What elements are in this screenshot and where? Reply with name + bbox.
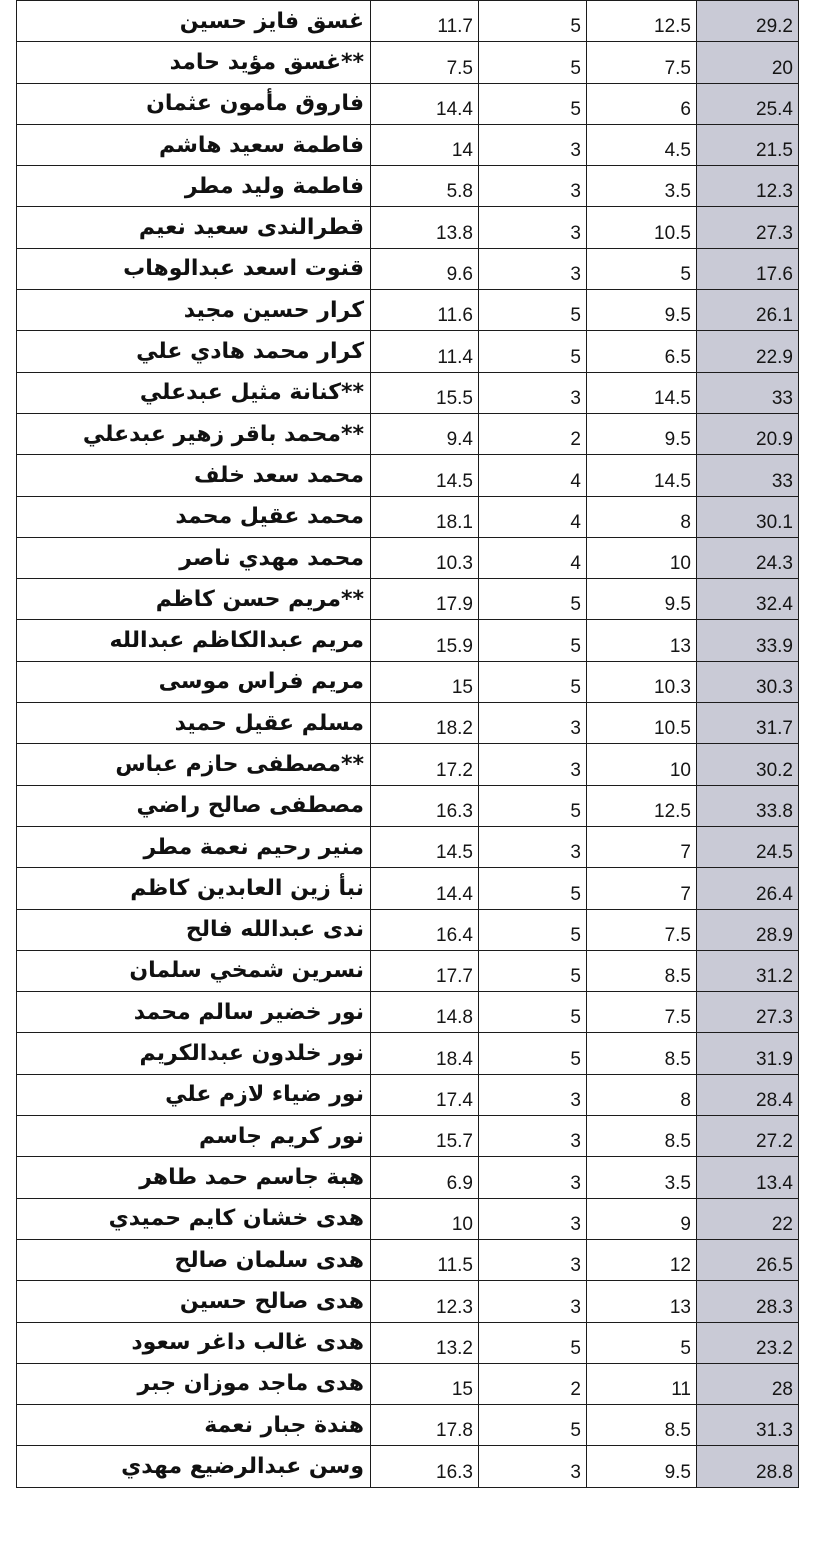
student-name-cell: نور خلدون عبدالكريم: [17, 1033, 371, 1074]
score-c-cell: 8: [587, 1074, 697, 1115]
score-c-cell: 6.5: [587, 331, 697, 372]
score-b-cell: 5: [479, 1033, 587, 1074]
score-a-cell: 17.7: [371, 950, 479, 991]
score-b-cell: 5: [479, 1, 587, 42]
score-a-cell: 15.9: [371, 620, 479, 661]
score-c-cell: 9.5: [587, 290, 697, 331]
total-cell: 33: [697, 455, 799, 496]
total-cell: 17.6: [697, 248, 799, 289]
score-b-cell: 5: [479, 785, 587, 826]
score-b-cell: 3: [479, 1281, 587, 1322]
score-c-cell: 10.3: [587, 661, 697, 702]
total-cell: 29.2: [697, 1, 799, 42]
score-c-cell: 3.5: [587, 1157, 697, 1198]
student-name-cell: محمد مهدي ناصر: [17, 537, 371, 578]
table-row: [17, 579, 799, 620]
total-cell: 27.3: [697, 992, 799, 1033]
total-cell: 23.2: [697, 1322, 799, 1363]
total-cell: 26.4: [697, 868, 799, 909]
table-row: [17, 207, 799, 248]
table-row: [17, 1446, 799, 1487]
student-name-cell: نسرين شمخي سلمان: [17, 950, 371, 991]
total-cell: 33.8: [697, 785, 799, 826]
score-b-cell: 5: [479, 661, 587, 702]
student-name-cell: **مريم حسن كاظم: [17, 579, 371, 620]
total-cell: 27.3: [697, 207, 799, 248]
score-b-cell: 5: [479, 83, 587, 124]
score-b-cell: 3: [479, 1116, 587, 1157]
score-a-cell: 17.2: [371, 744, 479, 785]
score-b-cell: 3: [479, 1074, 587, 1115]
score-a-cell: 15.5: [371, 372, 479, 413]
total-cell: 28.4: [697, 1074, 799, 1115]
grades-sheet: [16, 0, 798, 1488]
student-name-cell: هدى غالب داغر سعود: [17, 1322, 371, 1363]
table-row: [17, 1116, 799, 1157]
score-b-cell: 3: [479, 248, 587, 289]
total-cell: 30.2: [697, 744, 799, 785]
score-a-cell: 13.8: [371, 207, 479, 248]
score-a-cell: 16.4: [371, 909, 479, 950]
score-a-cell: 14.5: [371, 455, 479, 496]
total-cell: 22: [697, 1198, 799, 1239]
score-c-cell: 8.5: [587, 950, 697, 991]
table-row: [17, 785, 799, 826]
student-name-cell: هبة جاسم حمد طاهر: [17, 1157, 371, 1198]
student-name-cell: هدى ماجد موزان جبر: [17, 1363, 371, 1404]
student-name-cell: مسلم عقيل حميد: [17, 703, 371, 744]
score-c-cell: 4.5: [587, 124, 697, 165]
table-row: [17, 1074, 799, 1115]
student-name-cell: فاطمة وليد مطر: [17, 166, 371, 207]
student-name-cell: كرار حسين مجيد: [17, 290, 371, 331]
total-cell: 28: [697, 1363, 799, 1404]
score-b-cell: 4: [479, 537, 587, 578]
student-name-cell: **مصطفى حازم عباس: [17, 744, 371, 785]
table-row: [17, 1239, 799, 1280]
table-row: [17, 1, 799, 42]
score-a-cell: 18.4: [371, 1033, 479, 1074]
total-cell: 31.7: [697, 703, 799, 744]
table-row: [17, 992, 799, 1033]
total-cell: 28.9: [697, 909, 799, 950]
student-name-cell: مريم عبدالكاظم عبدالله: [17, 620, 371, 661]
score-a-cell: 18.2: [371, 703, 479, 744]
student-name-cell: هدى سلمان صالح: [17, 1239, 371, 1280]
score-a-cell: 9.4: [371, 413, 479, 454]
score-c-cell: 9: [587, 1198, 697, 1239]
score-c-cell: 6: [587, 83, 697, 124]
table-row: [17, 1198, 799, 1239]
total-cell: 20.9: [697, 413, 799, 454]
grades-table-body: [17, 1, 799, 1488]
student-name-cell: هندة جبار نعمة: [17, 1405, 371, 1446]
student-name-cell: فاطمة سعيد هاشم: [17, 124, 371, 165]
score-b-cell: 4: [479, 496, 587, 537]
table-row: [17, 620, 799, 661]
score-a-cell: 14: [371, 124, 479, 165]
score-c-cell: 7.5: [587, 909, 697, 950]
total-cell: 32.4: [697, 579, 799, 620]
score-b-cell: 5: [479, 620, 587, 661]
total-cell: 26.5: [697, 1239, 799, 1280]
student-name-cell: ندى عبدالله فالح: [17, 909, 371, 950]
student-name-cell: **غسق مؤيد حامد: [17, 42, 371, 83]
score-c-cell: 11: [587, 1363, 697, 1404]
student-name-cell: محمد عقيل محمد: [17, 496, 371, 537]
score-b-cell: 3: [479, 372, 587, 413]
score-b-cell: 3: [479, 124, 587, 165]
score-a-cell: 11.6: [371, 290, 479, 331]
score-b-cell: 3: [479, 1157, 587, 1198]
student-name-cell: محمد سعد خلف: [17, 455, 371, 496]
score-b-cell: 5: [479, 579, 587, 620]
score-c-cell: 12.5: [587, 1, 697, 42]
score-b-cell: 5: [479, 1405, 587, 1446]
score-c-cell: 8.5: [587, 1116, 697, 1157]
total-cell: 28.8: [697, 1446, 799, 1487]
score-a-cell: 17.9: [371, 579, 479, 620]
total-cell: 31.3: [697, 1405, 799, 1446]
total-cell: 12.3: [697, 166, 799, 207]
student-name-cell: نور كريم جاسم: [17, 1116, 371, 1157]
score-b-cell: 3: [479, 207, 587, 248]
score-c-cell: 5: [587, 1322, 697, 1363]
table-row: [17, 372, 799, 413]
table-row: [17, 1363, 799, 1404]
score-b-cell: 5: [479, 909, 587, 950]
score-a-cell: 15: [371, 1363, 479, 1404]
score-a-cell: 13.2: [371, 1322, 479, 1363]
table-row: [17, 124, 799, 165]
student-name-cell: وسن عبدالرضيع مهدي: [17, 1446, 371, 1487]
table-row: [17, 744, 799, 785]
score-c-cell: 9.5: [587, 579, 697, 620]
student-name-cell: مصطفى صالح راضي: [17, 785, 371, 826]
table-row: [17, 661, 799, 702]
table-row: [17, 290, 799, 331]
total-cell: 31.9: [697, 1033, 799, 1074]
score-b-cell: 2: [479, 413, 587, 454]
student-name-cell: منير رحيم نعمة مطر: [17, 826, 371, 867]
score-b-cell: 3: [479, 1239, 587, 1280]
score-a-cell: 15: [371, 661, 479, 702]
score-b-cell: 5: [479, 331, 587, 372]
score-c-cell: 8.5: [587, 1405, 697, 1446]
student-name-cell: **كنانة مثيل عبدعلي: [17, 372, 371, 413]
table-row: [17, 248, 799, 289]
score-a-cell: 11.5: [371, 1239, 479, 1280]
score-c-cell: 8.5: [587, 1033, 697, 1074]
student-name-cell: نور خضير سالم محمد: [17, 992, 371, 1033]
score-a-cell: 14.8: [371, 992, 479, 1033]
table-row: [17, 537, 799, 578]
score-b-cell: 3: [479, 744, 587, 785]
score-c-cell: 7: [587, 868, 697, 909]
table-row: [17, 826, 799, 867]
table-row: [17, 1033, 799, 1074]
score-b-cell: 3: [479, 1198, 587, 1239]
total-cell: 28.3: [697, 1281, 799, 1322]
score-b-cell: 3: [479, 703, 587, 744]
score-b-cell: 5: [479, 992, 587, 1033]
score-a-cell: 16.3: [371, 1446, 479, 1487]
student-name-cell: كرار محمد هادي علي: [17, 331, 371, 372]
score-c-cell: 7: [587, 826, 697, 867]
student-name-cell: نبأ زين العابدين كاظم: [17, 868, 371, 909]
score-a-cell: 5.8: [371, 166, 479, 207]
score-a-cell: 10.3: [371, 537, 479, 578]
student-name-cell: نور ضياء لازم علي: [17, 1074, 371, 1115]
score-a-cell: 15.7: [371, 1116, 479, 1157]
table-row: [17, 42, 799, 83]
score-a-cell: 18.1: [371, 496, 479, 537]
score-b-cell: 5: [479, 42, 587, 83]
total-cell: 30.1: [697, 496, 799, 537]
student-name-cell: قطرالندى سعيد نعيم: [17, 207, 371, 248]
score-c-cell: 7.5: [587, 992, 697, 1033]
score-c-cell: 5: [587, 248, 697, 289]
total-cell: 26.1: [697, 290, 799, 331]
score-a-cell: 14.4: [371, 83, 479, 124]
score-c-cell: 10.5: [587, 207, 697, 248]
table-row: [17, 703, 799, 744]
score-a-cell: 16.3: [371, 785, 479, 826]
score-c-cell: 10.5: [587, 703, 697, 744]
table-row: [17, 1157, 799, 1198]
table-row: [17, 1281, 799, 1322]
total-cell: 22.9: [697, 331, 799, 372]
score-a-cell: 9.6: [371, 248, 479, 289]
total-cell: 25.4: [697, 83, 799, 124]
total-cell: 33: [697, 372, 799, 413]
score-a-cell: 7.5: [371, 42, 479, 83]
total-cell: 33.9: [697, 620, 799, 661]
score-b-cell: 5: [479, 1322, 587, 1363]
score-a-cell: 12.3: [371, 1281, 479, 1322]
score-c-cell: 7.5: [587, 42, 697, 83]
score-b-cell: 5: [479, 290, 587, 331]
student-name-cell: هدى صالح حسين: [17, 1281, 371, 1322]
score-c-cell: 12: [587, 1239, 697, 1280]
score-c-cell: 13: [587, 1281, 697, 1322]
score-c-cell: 8: [587, 496, 697, 537]
score-c-cell: 12.5: [587, 785, 697, 826]
score-a-cell: 11.4: [371, 331, 479, 372]
score-a-cell: 14.4: [371, 868, 479, 909]
total-cell: 27.2: [697, 1116, 799, 1157]
table-row: [17, 909, 799, 950]
student-name-cell: فاروق مأمون عثمان: [17, 83, 371, 124]
table-row: [17, 166, 799, 207]
score-b-cell: 3: [479, 826, 587, 867]
student-name-cell: قنوت اسعد عبدالوهاب: [17, 248, 371, 289]
table-row: [17, 83, 799, 124]
table-row: [17, 1405, 799, 1446]
total-cell: 24.5: [697, 826, 799, 867]
table-row: [17, 1322, 799, 1363]
student-name-cell: مريم فراس موسى: [17, 661, 371, 702]
score-b-cell: 5: [479, 950, 587, 991]
score-c-cell: 10: [587, 537, 697, 578]
score-c-cell: 3.5: [587, 166, 697, 207]
table-row: [17, 413, 799, 454]
score-c-cell: 9.5: [587, 413, 697, 454]
student-name-cell: **محمد باقر زهير عبدعلي: [17, 413, 371, 454]
score-a-cell: 17.8: [371, 1405, 479, 1446]
table-row: [17, 868, 799, 909]
score-a-cell: 10: [371, 1198, 479, 1239]
score-a-cell: 11.7: [371, 1, 479, 42]
score-a-cell: 14.5: [371, 826, 479, 867]
total-cell: 20: [697, 42, 799, 83]
score-c-cell: 14.5: [587, 455, 697, 496]
score-c-cell: 9.5: [587, 1446, 697, 1487]
table-row: [17, 331, 799, 372]
table-row: [17, 455, 799, 496]
table-row: [17, 496, 799, 537]
score-c-cell: 13: [587, 620, 697, 661]
score-a-cell: 17.4: [371, 1074, 479, 1115]
score-b-cell: 3: [479, 166, 587, 207]
total-cell: 21.5: [697, 124, 799, 165]
total-cell: 30.3: [697, 661, 799, 702]
score-b-cell: 4: [479, 455, 587, 496]
student-name-cell: غسق فايز حسين: [17, 1, 371, 42]
total-cell: 13.4: [697, 1157, 799, 1198]
student-name-cell: هدى خشان كايم حميدي: [17, 1198, 371, 1239]
total-cell: 31.2: [697, 950, 799, 991]
score-c-cell: 14.5: [587, 372, 697, 413]
grades-table: [16, 0, 799, 1488]
table-row: [17, 950, 799, 991]
score-b-cell: 2: [479, 1363, 587, 1404]
total-cell: 24.3: [697, 537, 799, 578]
score-a-cell: 6.9: [371, 1157, 479, 1198]
score-b-cell: 3: [479, 1446, 587, 1487]
score-c-cell: 10: [587, 744, 697, 785]
score-b-cell: 5: [479, 868, 587, 909]
